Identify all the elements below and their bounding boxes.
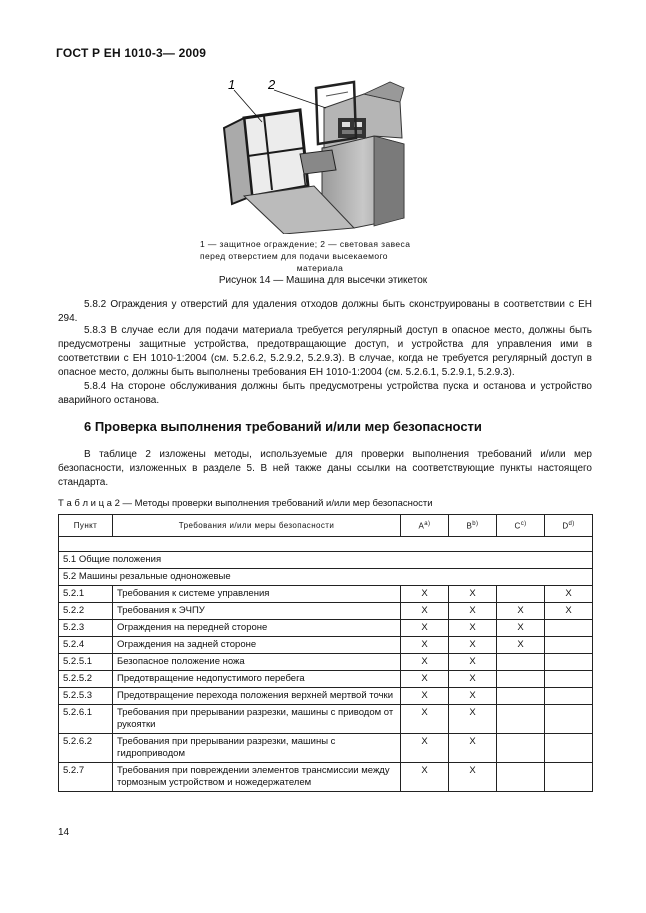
method-c-cell: [497, 734, 545, 763]
requirement-cell: Предотвращение перехода положения верхней мертвой точки: [113, 688, 401, 705]
requirement-cell: Требования к системе управления: [113, 586, 401, 603]
method-a-cell: X: [401, 586, 449, 603]
item-cell: 5.2.1: [59, 586, 113, 603]
method-d-cell: [545, 705, 593, 734]
paragraph-5-8-3: 5.8.3 В случае если для подачи материала требуется регулярный доступ в опасное место, должны быть предусмотрены защитные устройства, предотвращающие доступ, и устройства для управления ими в соответствии с ЕН 1010-1:2004 (см. 5.2.6.2, 5.2.9.2, 5.2.9.3). В случае, когда не требуется регулярный доступ в опасное место, должны быть выполнены требования ЕН 1010-1:2004 (см. 5.2.6.1, 5.2.9.1, 5.2.9.3).: [58, 325, 592, 378]
method-a-cell: X: [401, 688, 449, 705]
method-d-cell: [545, 654, 593, 671]
method-c-cell: [497, 688, 545, 705]
requirement-cell: Требования при прерывании разрезки, машины с гидроприводом: [113, 734, 401, 763]
table-group-row: 5.1 Общие положения: [59, 552, 593, 569]
header-method-d: $D^{d)}$: [545, 515, 593, 537]
requirement-cell: Безопасное положение ножа: [113, 654, 401, 671]
paragraph-section-6: В таблице 2 изложены методы, используемые для проверки выполнения требований и/или мер безопасности, изложенных в разделе 5. В ней также даны ссылки на соответствующие пункты настоящего стандарта.: [58, 449, 592, 488]
method-d-cell: [545, 671, 593, 688]
paragraph-5-8-4: 5.8.4 На стороне обслуживания должны быть предусмотрены устройства пуска и останова и устройство аварийного останова.: [58, 381, 592, 406]
table-row: [59, 603, 593, 620]
item-cell: 5.2.5.2: [59, 671, 113, 688]
requirement-cell: Требования при повреждении элементов трансмиссии между тормозным устройством и ножедержателем: [113, 763, 401, 792]
method-c-cell: [497, 705, 545, 734]
item-cell: 5.2.6.1: [59, 705, 113, 734]
page-number: 14: [58, 827, 70, 838]
method-c-cell: [497, 763, 545, 792]
table-row: [59, 705, 593, 734]
table-row: [59, 688, 593, 705]
requirement-cell: Требования к ЭЧПУ: [113, 603, 401, 620]
method-b-cell: X: [449, 688, 497, 705]
method-d-cell: [545, 637, 593, 654]
method-a-cell: X: [401, 705, 449, 734]
callout-2: 2: [268, 78, 276, 92]
table-row: [59, 637, 593, 654]
header-method-c: $C^{c)}$: [497, 515, 545, 537]
method-b-cell: X: [449, 671, 497, 688]
header-method-a: $A^{а)}$: [401, 515, 449, 537]
table-group-row: 5.2 Машины резальные одноножевые: [59, 569, 593, 586]
method-b-cell: X: [449, 637, 497, 654]
verification-methods-table: [58, 514, 593, 792]
table-spacer-row: [59, 537, 593, 552]
item-cell: 5.2.2: [59, 603, 113, 620]
item-cell: 5.2.6.2: [59, 734, 113, 763]
table-body: [59, 586, 593, 792]
requirement-cell: Ограждения на задней стороне: [113, 637, 401, 654]
method-a-cell: X: [401, 763, 449, 792]
method-c-cell: X: [497, 637, 545, 654]
figure-legend-line: перед отверстием для подачи высекаемого: [200, 251, 388, 261]
method-d-cell: [545, 734, 593, 763]
item-cell: 5.2.7: [59, 763, 113, 792]
paragraph-5-8-2: 5.8.2 Ограждения у отверстий для удаления отходов должны быть сконструированы в соответствии с ЕН 294.: [58, 299, 592, 324]
header-requirements: Требования и/или меры безопасности: [113, 515, 401, 537]
method-c-cell: [497, 671, 545, 688]
table-row: [59, 671, 593, 688]
document-header: ГОСТ Р ЕН 1010-3— 2009: [56, 46, 207, 60]
figure-title: Рисунок 14 — Машина для высечки этикеток: [218, 275, 428, 286]
table-row: [59, 620, 593, 637]
table-row: [59, 763, 593, 792]
figure-legend-line: материала: [296, 263, 344, 273]
method-c-cell: X: [497, 620, 545, 637]
table-row: [59, 654, 593, 671]
item-cell: 5.2.5.3: [59, 688, 113, 705]
section-heading: 6 Проверка выполнения требований и/или мер безопасности: [84, 419, 482, 434]
method-d-cell: [545, 620, 593, 637]
item-cell: 5.2.5.1: [59, 654, 113, 671]
method-b-cell: X: [449, 586, 497, 603]
method-d-cell: [545, 763, 593, 792]
method-a-cell: X: [401, 654, 449, 671]
table-caption: Т а б л и ц а 2 — Методы проверки выполнения требований и/или мер безопасности: [58, 498, 433, 509]
method-b-cell: X: [449, 620, 497, 637]
table-row: [59, 734, 593, 763]
item-cell: 5.2.4: [59, 637, 113, 654]
method-b-cell: X: [449, 705, 497, 734]
header-method-b: $B^{b)}$: [449, 515, 497, 537]
method-b-cell: X: [449, 654, 497, 671]
method-b-cell: X: [449, 734, 497, 763]
method-c-cell: X: [497, 603, 545, 620]
method-a-cell: X: [401, 620, 449, 637]
table-header-row: [59, 515, 593, 537]
method-c-cell: [497, 654, 545, 671]
method-b-cell: X: [449, 763, 497, 792]
method-d-cell: X: [545, 586, 593, 603]
method-d-cell: [545, 688, 593, 705]
requirement-cell: Требования при прерывании разрезки, машины с приводом от рукоятки: [113, 705, 401, 734]
method-a-cell: X: [401, 603, 449, 620]
method-b-cell: X: [449, 603, 497, 620]
requirement-cell: Предотвращение недопустимого перебега: [113, 671, 401, 688]
method-c-cell: [497, 586, 545, 603]
method-d-cell: X: [545, 603, 593, 620]
header-item: Пункт: [59, 515, 113, 537]
figure-legend-line: 1 — защитное ограждение; 2 — световая завеса: [200, 239, 411, 249]
figure-legend: [200, 238, 440, 274]
method-a-cell: X: [401, 637, 449, 654]
method-a-cell: X: [401, 734, 449, 763]
table-row: [59, 586, 593, 603]
callout-1: 1: [228, 78, 236, 92]
item-cell: 5.2.3: [59, 620, 113, 637]
machine-illustration: [204, 78, 436, 234]
requirement-cell: Ограждения на передней стороне: [113, 620, 401, 637]
method-a-cell: X: [401, 671, 449, 688]
